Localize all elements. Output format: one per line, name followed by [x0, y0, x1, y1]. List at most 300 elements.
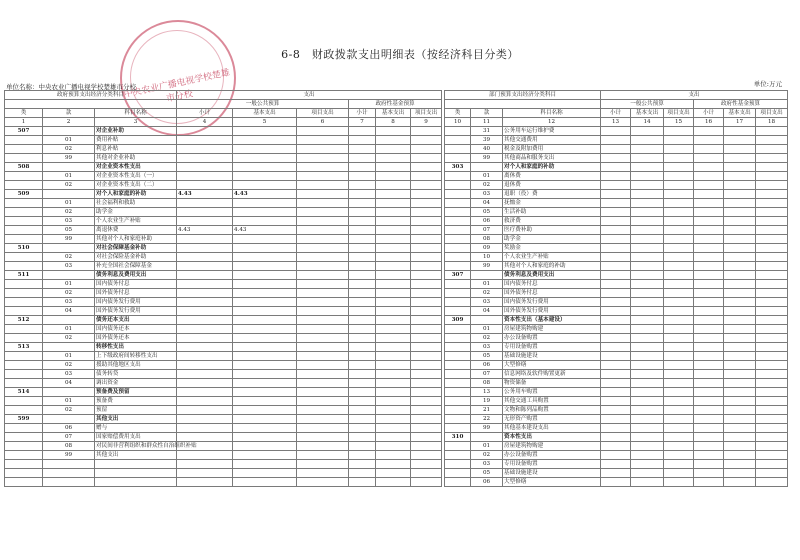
- cell-fbasic: [724, 424, 756, 433]
- cell-basic: [233, 325, 297, 334]
- cell-fbasic: [724, 217, 756, 226]
- cell-sub: [601, 163, 631, 172]
- cell-cls: [445, 442, 471, 451]
- cell-cls: [5, 217, 43, 226]
- cell-fsub: [349, 199, 376, 208]
- cell-fproj: [411, 460, 442, 469]
- cell-name: 对社会保险基金补助: [95, 253, 177, 262]
- cell-fsub: [349, 433, 376, 442]
- cell-basic: [233, 136, 297, 145]
- header-class: 类: [5, 109, 43, 118]
- cell-name: 大型修缮: [503, 361, 601, 370]
- cell-fbasic: [376, 298, 411, 307]
- cell-itm: 01: [43, 280, 95, 289]
- cell-fsub: [349, 127, 376, 136]
- cell-name: [95, 460, 177, 469]
- cell-basic: [233, 406, 297, 415]
- cell-sub: [601, 442, 631, 451]
- cell-itm: 02: [471, 334, 503, 343]
- cell-proj: [664, 235, 694, 244]
- cell-sub: [177, 136, 233, 145]
- table-row: [5, 370, 442, 379]
- cell-cls: [445, 199, 471, 208]
- cell-cls: [5, 307, 43, 316]
- cell-fsub: [694, 217, 724, 226]
- header-general-budget: 一般公共预算: [601, 100, 694, 109]
- cell-proj: [664, 415, 694, 424]
- cell-proj: [297, 136, 349, 145]
- cell-basic: [631, 190, 664, 199]
- cell-cls: [5, 226, 43, 235]
- cell-cls: [5, 253, 43, 262]
- cell-fproj: [756, 388, 788, 397]
- cell-itm: 03: [43, 298, 95, 307]
- cell-fbasic: [724, 415, 756, 424]
- cell-cls: [445, 406, 471, 415]
- cell-fbasic: [376, 469, 411, 478]
- cell-basic: [631, 217, 664, 226]
- table-row: [445, 334, 788, 343]
- cell-basic: [631, 379, 664, 388]
- header-basic: 基本支出: [631, 109, 664, 118]
- cell-sub: [601, 289, 631, 298]
- cell-fsub: [349, 397, 376, 406]
- cell-sub: [601, 235, 631, 244]
- cell-sub: [601, 361, 631, 370]
- cell-fbasic: [376, 226, 411, 235]
- cell-cls: [445, 181, 471, 190]
- cell-fproj: [756, 352, 788, 361]
- cell-sub: [601, 415, 631, 424]
- cell-itm: [43, 316, 95, 325]
- cell-basic: [233, 442, 297, 451]
- cell-fproj: [411, 469, 442, 478]
- col-num: 12: [503, 118, 601, 127]
- cell-itm: 01: [43, 136, 95, 145]
- cell-cls: 508: [5, 163, 43, 172]
- cell-fsub: [694, 343, 724, 352]
- cell-fbasic: [376, 406, 411, 415]
- cell-fsub: [694, 136, 724, 145]
- table-row: [5, 145, 442, 154]
- cell-sub: [601, 307, 631, 316]
- col-num: 8: [376, 118, 411, 127]
- cell-itm: 99: [471, 424, 503, 433]
- cell-sub: [177, 199, 233, 208]
- table-row: [445, 361, 788, 370]
- table-row: [445, 316, 788, 325]
- table-row: [5, 379, 442, 388]
- cell-sub: [601, 154, 631, 163]
- cell-sub: [601, 190, 631, 199]
- cell-sub: [177, 271, 233, 280]
- cell-cls: [5, 370, 43, 379]
- cell-fproj: [756, 433, 788, 442]
- table-row: [445, 253, 788, 262]
- cell-fproj: [411, 127, 442, 136]
- cell-fsub: [694, 469, 724, 478]
- cell-basic: [233, 334, 297, 343]
- cell-fsub: [349, 289, 376, 298]
- cell-cls: [5, 397, 43, 406]
- cell-fsub: [349, 370, 376, 379]
- cell-fbasic: [724, 460, 756, 469]
- header-class: 类: [445, 109, 471, 118]
- cell-name: 利息补贴: [95, 145, 177, 154]
- table-row: [5, 298, 442, 307]
- cell-name: 办公设备购置: [503, 451, 601, 460]
- cell-fbasic: [724, 316, 756, 325]
- unit-name-label: 单位名称：中央农业广播电视学校楚雄市分校: [6, 83, 136, 91]
- cell-itm: 03: [43, 370, 95, 379]
- cell-proj: [297, 127, 349, 136]
- cell-basic: 4.43: [233, 190, 297, 199]
- cell-name: 对企业资本性支出（一）: [95, 172, 177, 181]
- cell-sub: [601, 334, 631, 343]
- table-row: [445, 217, 788, 226]
- cell-cls: [5, 361, 43, 370]
- cell-fbasic: [724, 163, 756, 172]
- cell-sub: [177, 388, 233, 397]
- cell-fproj: [756, 415, 788, 424]
- cell-name: 国外债务发行费用: [95, 307, 177, 316]
- table-row: [5, 460, 442, 469]
- cell-fbasic: [724, 433, 756, 442]
- cell-fproj: [756, 199, 788, 208]
- cell-sub: [177, 379, 233, 388]
- cell-itm: 05: [43, 226, 95, 235]
- cell-fproj: [756, 424, 788, 433]
- header-project: 项目支出: [297, 109, 349, 118]
- cell-proj: [664, 190, 694, 199]
- cell-itm: [43, 343, 95, 352]
- cell-name: 赠与: [95, 424, 177, 433]
- cell-fproj: [756, 271, 788, 280]
- cell-sub: [601, 226, 631, 235]
- table-row: [5, 325, 442, 334]
- cell-fsub: [694, 190, 724, 199]
- cell-sub: [601, 397, 631, 406]
- cell-fsub: [694, 307, 724, 316]
- cell-fproj: [756, 136, 788, 145]
- cell-proj: [297, 379, 349, 388]
- header-name: 科目名称: [503, 109, 601, 118]
- cell-itm: 99: [43, 235, 95, 244]
- cell-cls: [5, 208, 43, 217]
- cell-sub: 4.43: [177, 226, 233, 235]
- cell-proj: [664, 352, 694, 361]
- cell-basic: [631, 352, 664, 361]
- cell-proj: [664, 181, 694, 190]
- cell-cls: [5, 235, 43, 244]
- cell-cls: [445, 460, 471, 469]
- cell-fproj: [411, 379, 442, 388]
- cell-name: 专用设备购置: [503, 343, 601, 352]
- cell-basic: 4.43: [233, 226, 297, 235]
- cell-cls: 514: [5, 388, 43, 397]
- cell-fbasic: [724, 379, 756, 388]
- table-row: [445, 370, 788, 379]
- cell-fsub: [349, 253, 376, 262]
- cell-cls: [445, 208, 471, 217]
- cell-fsub: [694, 325, 724, 334]
- cell-itm: 99: [43, 451, 95, 460]
- cell-fproj: [411, 181, 442, 190]
- cell-name: 信息网络及软件购置更新: [503, 370, 601, 379]
- cell-fbasic: [376, 262, 411, 271]
- cell-cls: [5, 334, 43, 343]
- cell-fbasic: [724, 181, 756, 190]
- cell-fsub: [694, 235, 724, 244]
- cell-fsub: [349, 388, 376, 397]
- cell-basic: [233, 262, 297, 271]
- cell-fbasic: [724, 370, 756, 379]
- cell-proj: [664, 307, 694, 316]
- cell-basic: [631, 406, 664, 415]
- table-row: [5, 127, 442, 136]
- cell-proj: [664, 316, 694, 325]
- cell-basic: [631, 127, 664, 136]
- cell-name: 文物和陈列品购置: [503, 406, 601, 415]
- col-num: 3: [95, 118, 177, 127]
- cell-fbasic: [376, 397, 411, 406]
- cell-cls: [445, 352, 471, 361]
- cell-sub: [177, 181, 233, 190]
- cell-name: 抚恤金: [503, 199, 601, 208]
- cell-fsub: [694, 127, 724, 136]
- cell-fbasic: [376, 478, 411, 487]
- table-row: [5, 397, 442, 406]
- cell-fsub: [349, 415, 376, 424]
- cell-name: 对民间非营利组织和群众性自治组织补贴: [96, 443, 197, 449]
- cell-fsub: [349, 226, 376, 235]
- table-row: [5, 244, 442, 253]
- cell-name: 房屋建筑物购建: [503, 325, 601, 334]
- cell-proj: [297, 361, 349, 370]
- cell-name: 税金及附加费用: [503, 145, 601, 154]
- cell-proj: [664, 208, 694, 217]
- cell-cls: [445, 262, 471, 271]
- cell-fproj: [411, 172, 442, 181]
- table-row: [445, 154, 788, 163]
- cell-fbasic: [724, 289, 756, 298]
- cell-cls: [5, 451, 43, 460]
- cell-fproj: [756, 154, 788, 163]
- cell-proj: [297, 478, 349, 487]
- cell-itm: 04: [43, 307, 95, 316]
- cell-cls: [445, 307, 471, 316]
- cell-cls: [445, 478, 471, 487]
- cell-itm: 04: [471, 307, 503, 316]
- cell-fbasic: [724, 307, 756, 316]
- cell-fbasic: [724, 388, 756, 397]
- cell-sub: 4.43: [177, 190, 233, 199]
- cell-fproj: [411, 442, 442, 451]
- cell-basic: [233, 370, 297, 379]
- cell-basic: [631, 397, 664, 406]
- cell-name: 其他交通工具购置: [503, 397, 601, 406]
- cell-cls: 507: [5, 127, 43, 136]
- table-row: [5, 316, 442, 325]
- cell-proj: [297, 298, 349, 307]
- cell-proj: [664, 154, 694, 163]
- cell-itm: [471, 316, 503, 325]
- cell-fbasic: [376, 199, 411, 208]
- cell-sub: [177, 451, 233, 460]
- cell-cls: [5, 433, 43, 442]
- table-row: [5, 424, 442, 433]
- cell-basic: [631, 478, 664, 487]
- cell-name: 退职（役）费: [503, 190, 601, 199]
- cell-fsub: [349, 316, 376, 325]
- col-num: 2: [43, 118, 95, 127]
- cell-proj: [664, 478, 694, 487]
- cell-sub: [177, 343, 233, 352]
- cell-sub: [601, 172, 631, 181]
- cell-proj: [664, 262, 694, 271]
- cell-basic: [631, 343, 664, 352]
- cell-sub: [601, 217, 631, 226]
- cell-fsub: [349, 235, 376, 244]
- cell-fproj: [411, 298, 442, 307]
- cell-fsub: [694, 334, 724, 343]
- cell-basic: [233, 424, 297, 433]
- table-row: [5, 154, 442, 163]
- cell-proj: [297, 199, 349, 208]
- table-row: [445, 136, 788, 145]
- cell-name: 其他支出: [95, 415, 177, 424]
- cell-sub: [601, 262, 631, 271]
- cell-proj: [297, 289, 349, 298]
- cell-name: 国内债务付息: [503, 280, 601, 289]
- table-row: [445, 235, 788, 244]
- cell-name: 对企业资本性支出: [95, 163, 177, 172]
- cell-itm: [43, 478, 95, 487]
- cell-proj: [297, 181, 349, 190]
- cell-basic: [631, 244, 664, 253]
- cell-name: 离休费: [503, 172, 601, 181]
- cell-itm: 02: [43, 145, 95, 154]
- cell-fproj: [756, 289, 788, 298]
- table-row: [5, 307, 442, 316]
- cell-sub: [601, 316, 631, 325]
- header-general-budget: 一般公共预算: [177, 100, 349, 109]
- cell-sub: [601, 325, 631, 334]
- col-num: 6: [297, 118, 349, 127]
- cell-fbasic: [376, 235, 411, 244]
- cell-proj: [664, 199, 694, 208]
- cell-fbasic: [376, 307, 411, 316]
- cell-sub: [601, 451, 631, 460]
- cell-basic: [233, 181, 297, 190]
- cell-fsub: [694, 208, 724, 217]
- cell-sub: [177, 361, 233, 370]
- cell-proj: [664, 388, 694, 397]
- cell-name: 资本性支出: [503, 433, 601, 442]
- cell-name: 国内债务发行费用: [95, 298, 177, 307]
- cell-proj: [297, 163, 349, 172]
- cell-fproj: [756, 451, 788, 460]
- cell-fbasic: [376, 379, 411, 388]
- cell-fbasic: [724, 253, 756, 262]
- cell-cls: 513: [5, 343, 43, 352]
- cell-itm: 08: [471, 235, 503, 244]
- cell-sub: [177, 163, 233, 172]
- header-dept-budget: 部门预算支出经济分类科目: [445, 91, 601, 100]
- table-row: [5, 235, 442, 244]
- cell-itm: 07: [43, 433, 95, 442]
- cell-itm: 02: [43, 289, 95, 298]
- cell-cls: [5, 145, 43, 154]
- cell-name: 助学金: [503, 235, 601, 244]
- cell-proj: [297, 253, 349, 262]
- cell-basic: [631, 172, 664, 181]
- table-row: [445, 244, 788, 253]
- cell-cls: [5, 379, 43, 388]
- table-row: [5, 208, 442, 217]
- cell-itm: 05: [471, 469, 503, 478]
- table-row: [5, 415, 442, 424]
- table-row: [445, 280, 788, 289]
- cell-proj: [664, 361, 694, 370]
- header-subtotal: 小计: [601, 109, 631, 118]
- cell-basic: [233, 163, 297, 172]
- cell-proj: [664, 442, 694, 451]
- cell-fproj: [411, 226, 442, 235]
- cell-fbasic: [376, 388, 411, 397]
- table-row: [5, 190, 442, 199]
- cell-basic: [631, 271, 664, 280]
- cell-cls: [445, 253, 471, 262]
- cell-cls: 511: [5, 271, 43, 280]
- cell-name: 调出资金: [95, 379, 177, 388]
- cell-cls: [445, 424, 471, 433]
- cell-name: 其他基本建设支出: [503, 424, 601, 433]
- cell-fproj: [756, 280, 788, 289]
- table-row: [445, 226, 788, 235]
- cell-name: 无形资产购置: [503, 415, 601, 424]
- cell-itm: 04: [471, 199, 503, 208]
- cell-fproj: [411, 190, 442, 199]
- cell-cls: [5, 280, 43, 289]
- cell-itm: 01: [471, 172, 503, 181]
- cell-fproj: [756, 343, 788, 352]
- cell-proj: [664, 433, 694, 442]
- cell-basic: [233, 451, 297, 460]
- cell-itm: 02: [43, 406, 95, 415]
- col-num: 7: [349, 118, 376, 127]
- col-num: 18: [756, 118, 788, 127]
- cell-basic: [233, 217, 297, 226]
- cell-fsub: [694, 433, 724, 442]
- table-row: [5, 469, 442, 478]
- cell-fproj: [411, 451, 442, 460]
- cell-cls: [445, 334, 471, 343]
- cell-fproj: [411, 478, 442, 487]
- cell-name: 预备费: [95, 397, 177, 406]
- cell-fproj: [756, 253, 788, 262]
- cell-fsub: [694, 406, 724, 415]
- cell-name: 房屋建筑物购建: [503, 442, 601, 451]
- cell-fproj: [756, 469, 788, 478]
- cell-basic: [631, 199, 664, 208]
- col-num: 15: [664, 118, 694, 127]
- cell-name: 对企业资本性支出（二）: [95, 181, 177, 190]
- cell-basic: [233, 199, 297, 208]
- cell-fbasic: [376, 424, 411, 433]
- cell-fproj: [411, 136, 442, 145]
- cell-proj: [297, 307, 349, 316]
